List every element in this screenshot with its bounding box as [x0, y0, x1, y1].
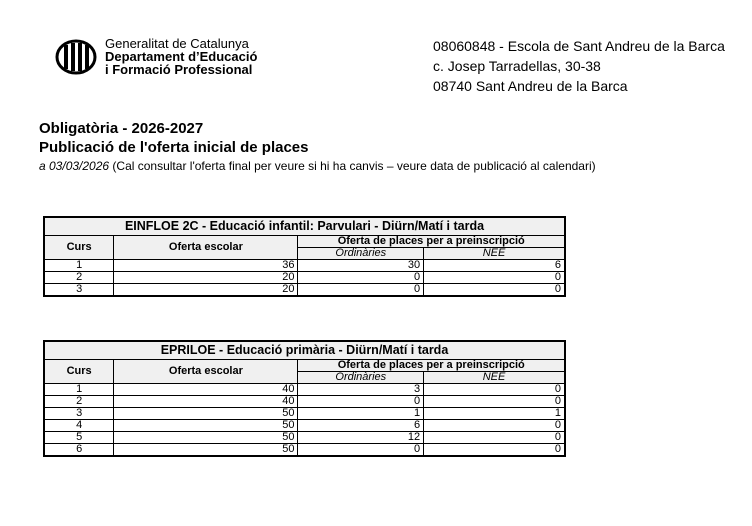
col-ordinaries: Ordinàries [298, 372, 424, 384]
cell-curs: 4 [44, 420, 114, 432]
table-row [44, 284, 565, 297]
col-ordinaries: Ordinàries [298, 248, 424, 260]
cell-nee: 0 [424, 444, 565, 457]
table-row [44, 272, 565, 284]
cell-oferta: 40 [114, 396, 298, 408]
publication-date: a 03/03/2026 [39, 159, 110, 173]
cell-ordinaries: 0 [298, 396, 424, 408]
publication-title: Publicació de l'oferta inicial de places [39, 139, 309, 156]
col-curs: Curs [44, 360, 114, 384]
cell-curs: 3 [44, 284, 114, 297]
cell-oferta: 50 [114, 408, 298, 420]
table-epriloe [43, 340, 566, 457]
generalitat-logo [55, 37, 257, 76]
cell-nee: 0 [424, 284, 565, 297]
cell-nee: 0 [424, 384, 565, 396]
cell-curs: 2 [44, 272, 114, 284]
cell-nee: 0 [424, 432, 565, 444]
school-address [433, 36, 725, 96]
col-oferta: Oferta escolar [114, 236, 298, 260]
cell-ordinaries: 0 [298, 284, 424, 297]
publication-note [39, 158, 596, 174]
cell-oferta: 50 [114, 420, 298, 432]
logo-line-3: i Formació Professional [105, 62, 253, 77]
table-row [44, 408, 565, 420]
cell-curs: 1 [44, 384, 114, 396]
table-row [44, 432, 565, 444]
cell-ordinaries: 30 [298, 260, 424, 272]
col-oferta: Oferta escolar [114, 360, 298, 384]
cell-curs: 2 [44, 396, 114, 408]
generalitat-seal-icon [55, 39, 97, 75]
table-row [44, 396, 565, 408]
school-city: 08740 Sant Andreu de la Barca [433, 78, 628, 94]
col-nee: NEE [424, 248, 565, 260]
cell-oferta: 50 [114, 432, 298, 444]
cell-oferta: 20 [114, 284, 298, 297]
col-curs: Curs [44, 236, 114, 260]
col-nee: NEE [424, 372, 565, 384]
col-preinscripcio: Oferta de places per a preinscripció [298, 360, 565, 372]
cell-oferta: 40 [114, 384, 298, 396]
document-heading [39, 119, 596, 174]
cell-oferta: 20 [114, 272, 298, 284]
cell-nee: 1 [424, 408, 565, 420]
cell-ordinaries: 0 [298, 444, 424, 457]
course-title: Obligatòria - 2026-2027 [39, 120, 204, 137]
table-einfloe [43, 216, 566, 297]
logo-line-2: Departament d’Educació [105, 49, 258, 64]
cell-ordinaries: 6 [298, 420, 424, 432]
cell-nee: 6 [424, 260, 565, 272]
table-row [44, 420, 565, 432]
col-preinscripcio: Oferta de places per a preinscripció [298, 236, 565, 248]
cell-curs: 5 [44, 432, 114, 444]
cell-ordinaries: 12 [298, 432, 424, 444]
cell-ordinaries: 3 [298, 384, 424, 396]
cell-nee: 0 [424, 272, 565, 284]
cell-oferta: 36 [114, 260, 298, 272]
cell-curs: 3 [44, 408, 114, 420]
cell-curs: 1 [44, 260, 114, 272]
cell-curs: 6 [44, 444, 114, 457]
table-row [44, 444, 565, 457]
school-street: c. Josep Tarradellas, 30-38 [433, 58, 601, 74]
cell-nee: 0 [424, 420, 565, 432]
publication-note-text: (Cal consultar l'oferta final per veure si hi ha canvis – veure data de publicació al calendari) [109, 159, 596, 173]
cell-nee: 0 [424, 396, 565, 408]
cell-oferta: 50 [114, 444, 298, 457]
cell-ordinaries: 1 [298, 408, 424, 420]
logo-line-1: Generalitat de Catalunya [105, 36, 249, 51]
table-title: EINFLOE 2C - Educació infantil: Parvulari - Diürn/Matí i tarda [44, 217, 565, 236]
table-title: EPRILOE - Educació primària - Diürn/Matí i tarda [44, 341, 565, 360]
cell-ordinaries: 0 [298, 272, 424, 284]
table-row [44, 384, 565, 396]
table-row [44, 260, 565, 272]
school-name: 08060848 - Escola de Sant Andreu de la Barca [433, 38, 725, 54]
